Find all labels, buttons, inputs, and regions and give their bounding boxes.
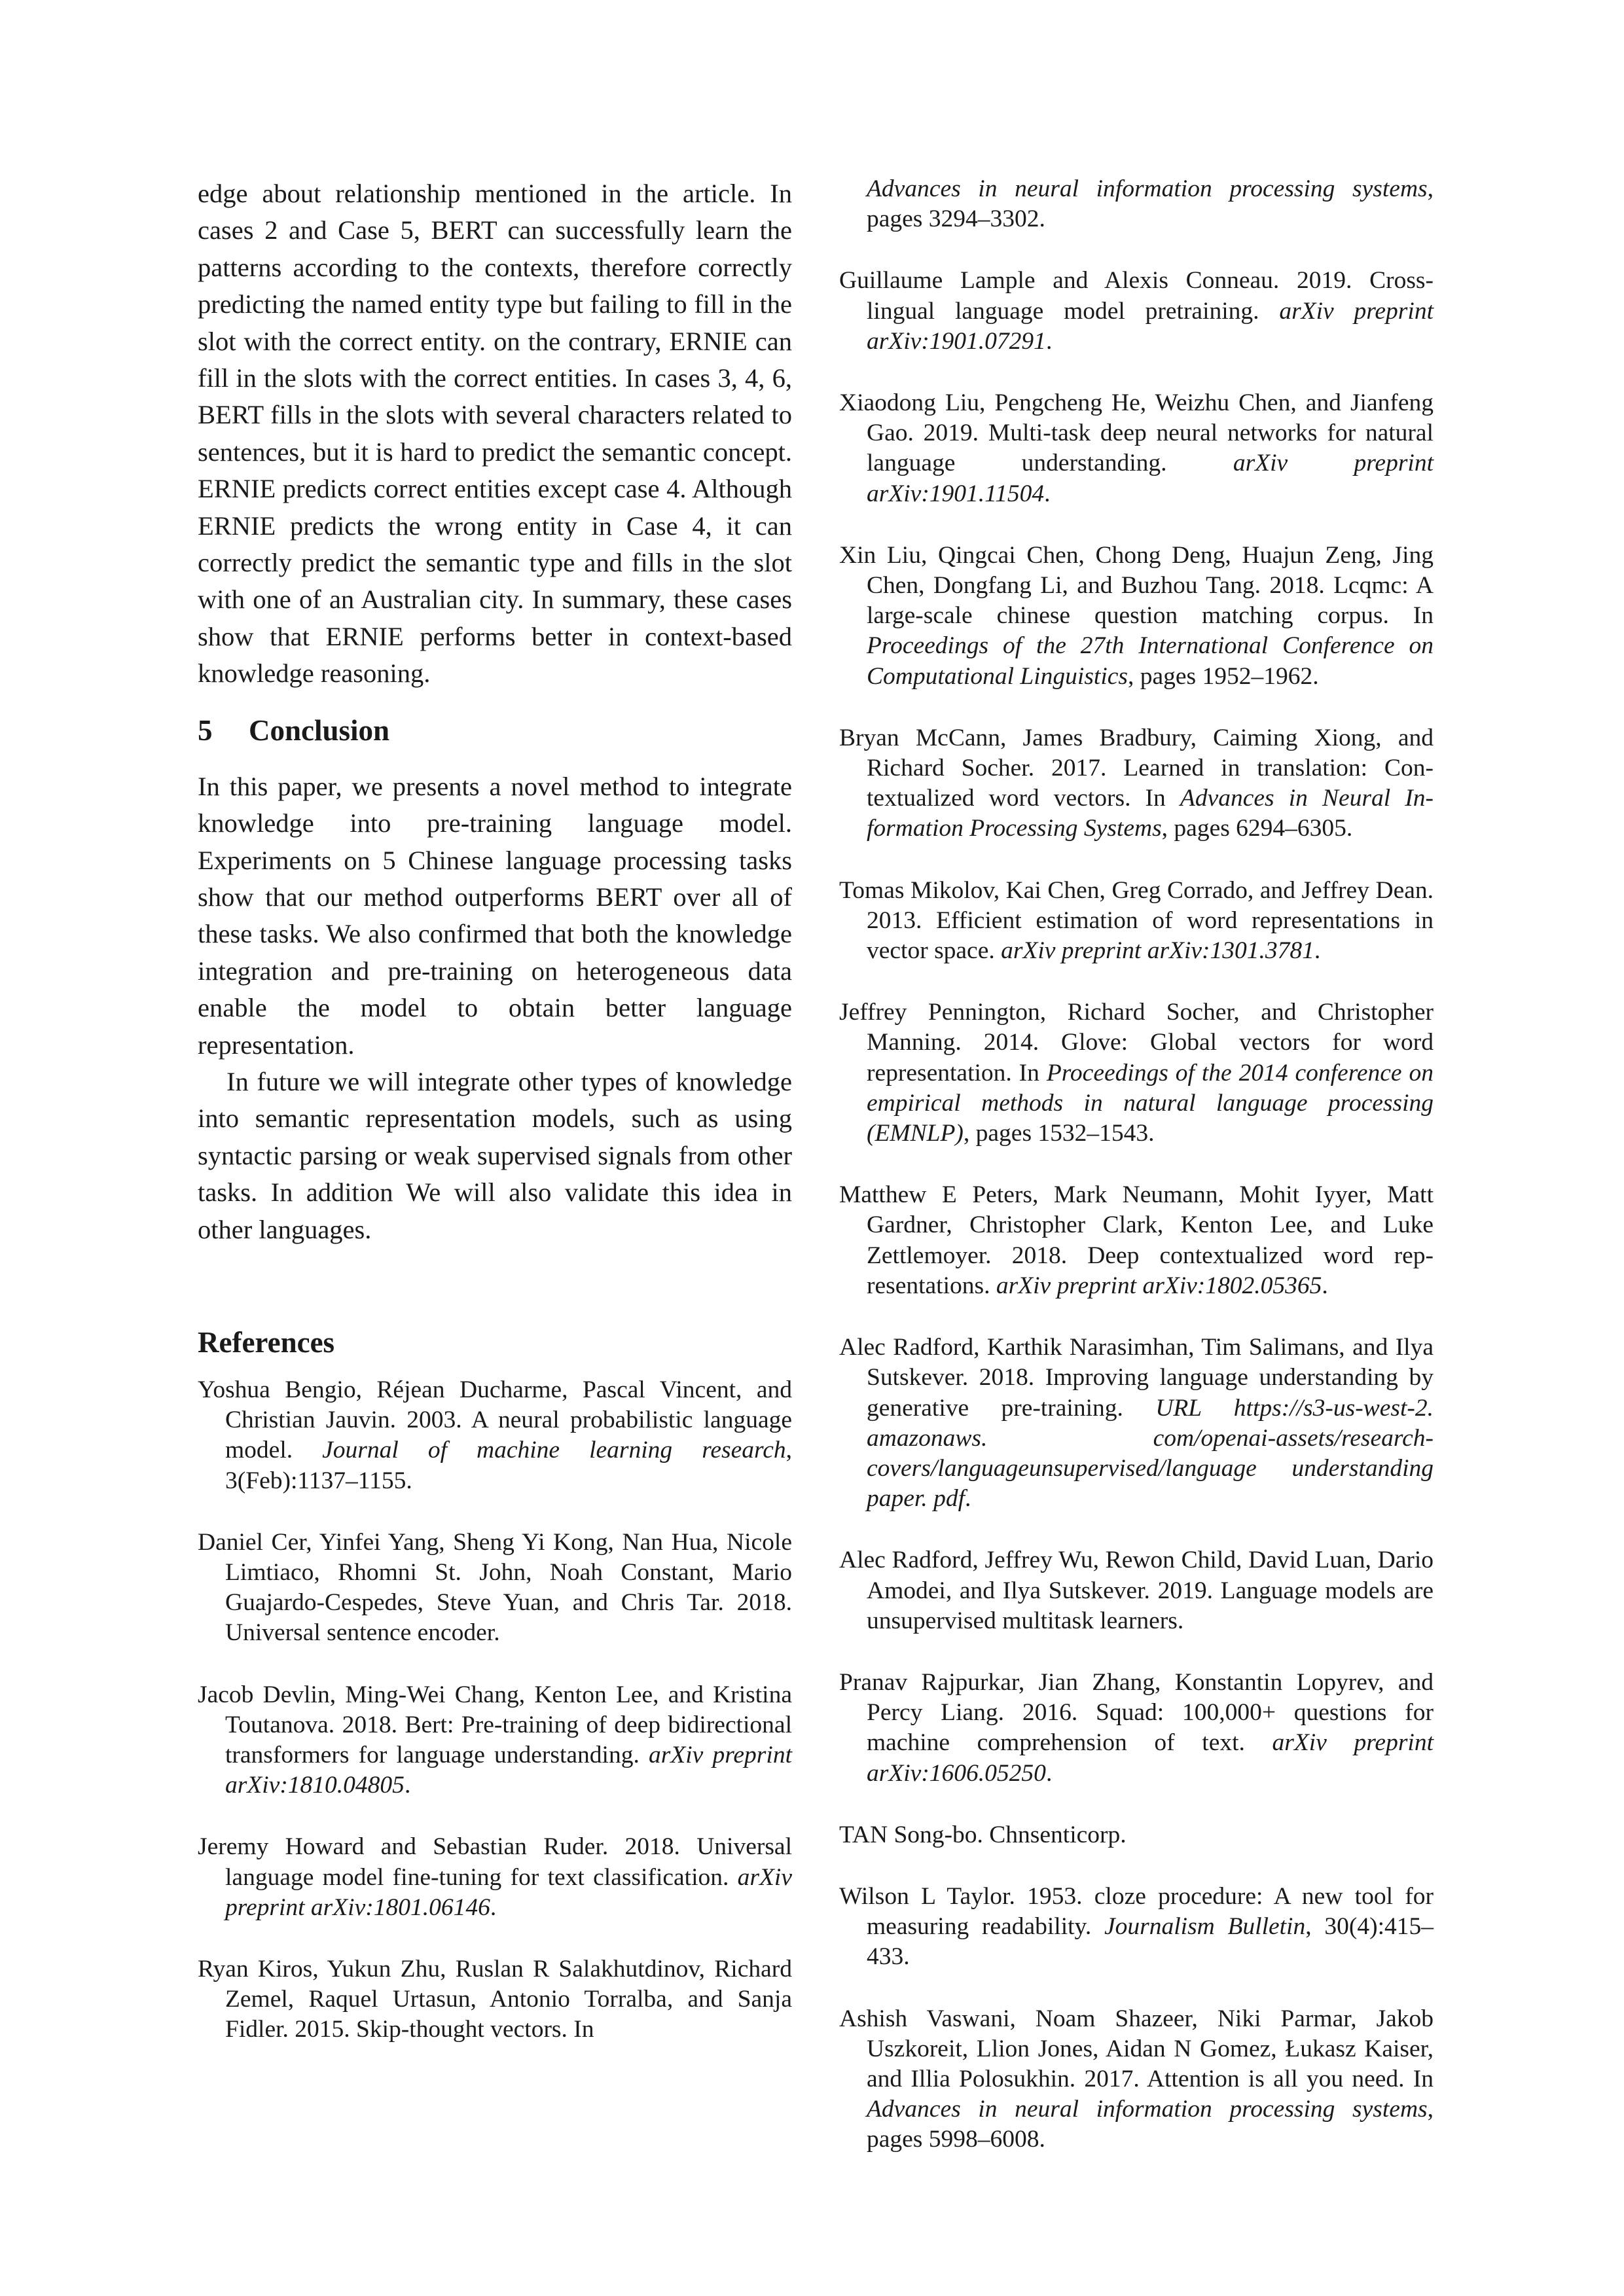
- reference-entry: Alec Radford, Jeffrey Wu, Rewon Child, David Luan, Dario Amodei, and Ilya Sutskever. 2019. Language models are unsupervised multitask learners.: [839, 1547, 1434, 1634]
- reference-list-right: [839, 266, 1434, 2155]
- reference-entry: Xin Liu, Qingcai Chen, Chong Deng, Huajun Zeng, Jing Chen, Dongfang Li, and Buzhou Tang. 2018. Lcqmc: A large-scale chinese question matching corpus. In Proceedings of the 27th International Conference on Computational Linguistics, pages 1952–1962.: [839, 541, 1434, 690]
- reference-entry: Ashish Vaswani, Noam Shazeer, Niki Parmar, Jakob Uszkoreit, Llion Jones, Aidan N Gomez, Łukasz Kaiser, and Illia Polosukhin. 2017. Attention is all you need. In Advances in neural information processing systems, pages 5998–6008.: [839, 2005, 1434, 2153]
- reference-entry: Pranav Rajpurkar, Jian Zhang, Konstantin Lopyrev, and Percy Liang. 2016. Squad: 100,000+ questions for machine comprehension of text. arXiv preprint arXiv:1606.05250.: [839, 1668, 1434, 1787]
- right-column: [839, 175, 1434, 2187]
- section-heading-conclusion: [198, 712, 792, 749]
- body-paragraph: edge about relationship mentioned in the article. In cases 2 and Case 5, BERT can successfully learn the patterns according to the contexts, therefore correctly predicting the named entity type but failing to fill in the slot with the correct entity. on the contrary, ERNIE can fill in the slots with the correct entities. In cases 3, 4, 6, BERT fills in the slots with several characters related to sentences, but it is hard to predict the semantic concept. ERNIE predicts correct entities except case 4. Although ERNIE predicts the wrong entity in Case 4, it can correctly predict the semantic type and fills in the slot with one of an Australian city. In summary, these cases show that ERNIE performs better in context-based knowledge reasoning.: [198, 179, 792, 689]
- reference-list-left: [198, 1375, 792, 2045]
- reference-entry: Alec Radford, Karthik Narasimhan, Tim Salimans, and Ilya Sutskever. 2018. Improving language understanding by generative pre-training. URL https://s3-us-west-2. amazonaws. com/openai-assets/research-covers/languageunsupervised/language understanding paper. pdf.: [839, 1334, 1434, 1513]
- reference-entry: Wilson L Taylor. 1953. cloze procedure: A new tool for measuring readability. Journalism Bulletin, 30(4):415–433.: [839, 1882, 1434, 1971]
- conclusion-paragraph: In future we will integrate other types of knowledge into semantic representation models, such as using syntactic parsing or weak supervised signals from other tasks. In addition We will also validate this idea in other languages.: [198, 1066, 792, 1244]
- reference-entry: Daniel Cer, Yinfei Yang, Sheng Yi Kong, Nan Hua, Nicole Limtiaco, Rhomni St. John, Noah Constant, Mario Guajardo-Cespedes, Steve Yuan, and Chris Tar. 2018. Universal sentence encoder.: [198, 1528, 792, 1647]
- section-number: 5: [198, 713, 213, 747]
- reference-entry: Tomas Mikolov, Kai Chen, Greg Corrado, and Jeffrey Dean. 2013. Efficient estimation of word representations in vector space. arXiv preprint arXiv:1301.3781.: [839, 876, 1434, 965]
- references-heading: References: [198, 1325, 335, 1359]
- reference-entry: Xiaodong Liu, Pengcheng He, Weizhu Chen, and Jianfeng Gao. 2019. Multi-task deep neural networks for natural language understanding. arXiv preprint arXiv:1901.11504.: [839, 389, 1434, 507]
- reference-entry: Ryan Kiros, Yukun Zhu, Ruslan R Salakhutdinov, Richard Zemel, Raquel Urtasun, Antonio Torralba, and Sanja Fidler. 2015. Skip-thought vectors. In: [198, 1956, 792, 2043]
- reference-entry: Jeffrey Pennington, Richard Socher, and Christopher Manning. 2014. Glove: Global vectors for word representation. In Proceedings of the 2014 conference on empirical methods in natural language processing (EMNLP), pages 1532–1543.: [839, 999, 1434, 1147]
- section-title: Conclusion: [249, 713, 390, 747]
- reference-entry: Yoshua Bengio, Réjean Ducharme, Pascal Vincent, and Christian Jauvin. 2003. A neural probabilistic language model. Journal of machine learning research, 3(Feb):1137–1155.: [198, 1376, 792, 1494]
- reference-entry: Guillaume Lample and Alexis Conneau. 2019. Cross-lingual language model pretraining. arXiv preprint arXiv:1901.07291.: [839, 267, 1434, 355]
- reference-entry: Jacob Devlin, Ming-Wei Chang, Kenton Lee, and Kristina Toutanova. 2018. Bert: Pre-training of deep bidirectional transformers for language understanding. arXiv preprint arXiv:1810.04805.: [198, 1681, 792, 1799]
- left-column: [198, 175, 792, 2077]
- reference-entry: TAN Song-bo. Chnsenticorp.: [839, 1821, 1127, 1848]
- reference-entry: Matthew E Peters, Mark Neumann, Mohit Iyyer, Matt Gardner, Christopher Clark, Kenton Lee, and Luke Zettlemoyer. 2018. Deep contextualized word representations. arXiv preprint arXiv:1802.05365.: [839, 1181, 1434, 1299]
- reference-entry: Jeremy Howard and Sebastian Ruder. 2018. Universal language model fine-tuning for text classification. arXiv preprint arXiv:1801.06146.: [198, 1833, 792, 1921]
- reference-entry: Bryan McCann, James Bradbury, Caiming Xiong, and Richard Socher. 2017. Learned in translation: Contextualized word vectors. In Advances in Neural Information Processing Systems, pages 6294–6305.: [839, 724, 1434, 842]
- reference-continuation: Advances in neural information processing systems, pages 3294–3302.: [867, 175, 1434, 233]
- conclusion-paragraph: In this paper, we presents a novel method to integrate knowledge into pre-training language model. Experiments on 5 Chinese language processing tasks show that our method outperforms BERT over all of these tasks. We also confirmed that both the knowledge integration and pre-training on heterogeneous data enable the model to obtain better language representation.: [198, 771, 792, 1060]
